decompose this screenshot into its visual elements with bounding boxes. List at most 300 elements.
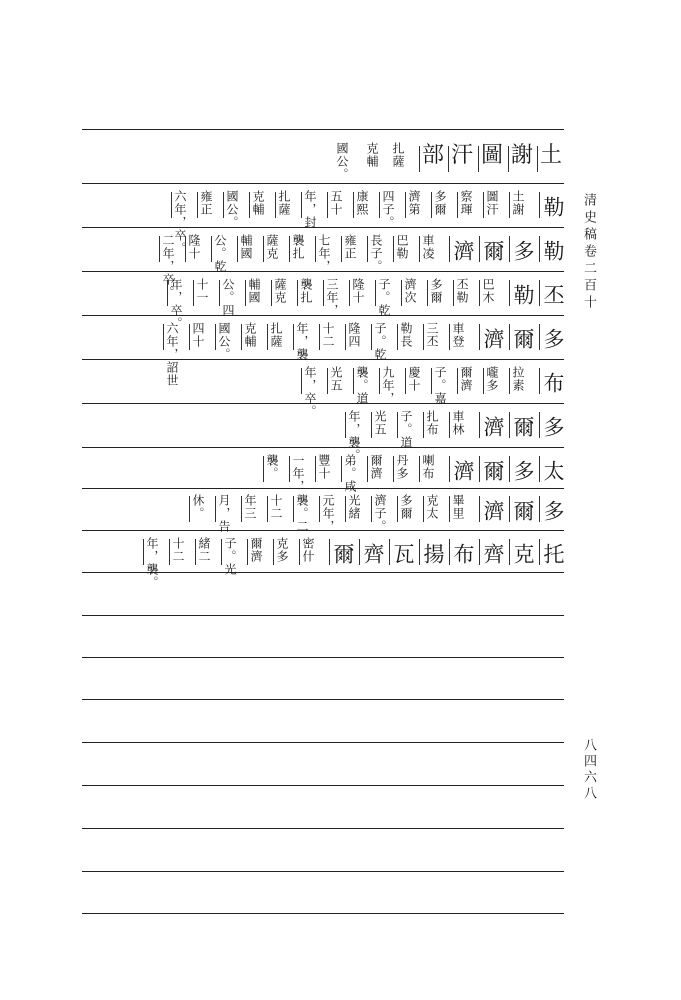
note-col-text: 九年， bbox=[381, 366, 395, 405]
column-bar bbox=[431, 192, 432, 218]
note-col bbox=[278, 190, 290, 216]
name-char bbox=[542, 416, 563, 440]
column-bar bbox=[509, 324, 510, 350]
name-char bbox=[542, 196, 563, 220]
column-bar bbox=[273, 539, 274, 565]
note-col-text: 克輔 bbox=[243, 322, 257, 348]
note-col-text: 十一 bbox=[195, 278, 209, 304]
name-char-text: 濟 bbox=[481, 416, 505, 440]
name-char bbox=[332, 543, 353, 567]
note-col-text: 康熙 bbox=[355, 190, 369, 216]
note-col-text: 七年， bbox=[317, 234, 331, 273]
note-col bbox=[426, 410, 438, 436]
column-bar bbox=[449, 324, 450, 350]
note-col-text: 十二 bbox=[321, 322, 335, 348]
column-bar bbox=[241, 324, 242, 350]
note-col bbox=[304, 366, 316, 418]
header-note bbox=[336, 142, 348, 181]
note-col bbox=[218, 494, 230, 533]
note-col bbox=[276, 537, 288, 563]
note-col bbox=[252, 190, 264, 216]
column-bar bbox=[275, 192, 276, 218]
table-rule bbox=[82, 403, 564, 404]
note-col bbox=[266, 454, 278, 480]
note-col-text: 慶十 bbox=[407, 366, 421, 392]
note-col bbox=[348, 322, 360, 348]
column-bar bbox=[449, 539, 450, 565]
note-col bbox=[382, 366, 394, 405]
column-bar bbox=[479, 324, 480, 350]
name-char-text: 勒 bbox=[511, 284, 535, 308]
name-char bbox=[452, 460, 473, 484]
column-bar bbox=[539, 236, 540, 262]
note-col-text: 光五 bbox=[329, 366, 343, 392]
note-col-text: 年三 bbox=[243, 494, 257, 520]
column-bar bbox=[367, 236, 368, 262]
column-bar bbox=[483, 192, 484, 218]
column-bar bbox=[537, 146, 538, 172]
table-rule bbox=[82, 227, 564, 228]
name-char bbox=[482, 500, 503, 524]
note-col bbox=[304, 190, 316, 229]
column-bar bbox=[301, 368, 302, 394]
note-col bbox=[274, 278, 286, 304]
name-char-text: 爾 bbox=[481, 460, 505, 484]
note-col bbox=[318, 234, 330, 273]
column-bar bbox=[539, 280, 540, 306]
column-bar bbox=[423, 496, 424, 522]
note-col bbox=[370, 234, 382, 273]
note-col-text: 年，封 bbox=[303, 190, 317, 229]
note-col-text: 元年， bbox=[321, 494, 335, 533]
column-bar bbox=[419, 146, 420, 172]
column-bar bbox=[509, 539, 510, 565]
note-col bbox=[482, 278, 494, 304]
note-col bbox=[374, 322, 386, 361]
note-col bbox=[198, 537, 210, 563]
column-bar bbox=[431, 368, 432, 394]
note-col-text: 六年，卒。 bbox=[173, 190, 187, 255]
header-char: 汗 bbox=[451, 143, 474, 168]
note-col bbox=[426, 322, 438, 348]
column-bar bbox=[389, 539, 390, 565]
column-bar bbox=[237, 236, 238, 262]
name-char-text: 太 bbox=[541, 460, 565, 484]
note-col-text: 濟子。 bbox=[373, 494, 387, 533]
note-col bbox=[146, 537, 158, 589]
column-bar bbox=[247, 539, 248, 565]
note-col bbox=[486, 366, 498, 392]
column-bar bbox=[509, 280, 510, 306]
column-bar bbox=[353, 192, 354, 218]
header-note-text: 扎薩 bbox=[391, 142, 405, 168]
column-bar bbox=[479, 280, 480, 306]
name-char bbox=[482, 460, 503, 484]
header-char: 謝 bbox=[511, 143, 534, 168]
column-bar bbox=[375, 280, 376, 306]
table-rule bbox=[82, 913, 564, 914]
name-char bbox=[542, 284, 563, 308]
name-char bbox=[512, 543, 533, 567]
name-char bbox=[512, 500, 533, 524]
column-bar bbox=[263, 236, 264, 262]
column-bar bbox=[479, 539, 480, 565]
column-bar bbox=[263, 456, 264, 482]
note-col bbox=[248, 278, 260, 304]
book-title bbox=[579, 193, 598, 312]
note-col-text: 土謝 bbox=[511, 190, 525, 216]
column-bar bbox=[449, 496, 450, 522]
note-col-text: 扎布 bbox=[425, 410, 439, 436]
column-bar bbox=[221, 539, 222, 565]
note-col bbox=[292, 454, 304, 493]
note-col-text: 丹多 bbox=[395, 454, 409, 480]
note-col-text: 濟次 bbox=[403, 278, 417, 304]
note-col-text: 輔國 bbox=[239, 234, 253, 260]
column-bar bbox=[359, 539, 360, 565]
note-col bbox=[344, 454, 356, 493]
note-col-text: 爾濟 bbox=[459, 366, 473, 392]
name-char bbox=[482, 240, 503, 264]
name-char bbox=[542, 500, 563, 524]
note-col bbox=[218, 322, 230, 361]
name-char-text: 克 bbox=[511, 543, 535, 567]
note-col-text: 六年，詔世 bbox=[165, 322, 179, 387]
name-char bbox=[482, 543, 503, 567]
column-bar bbox=[449, 456, 450, 482]
column-bar bbox=[301, 192, 302, 218]
note-col bbox=[374, 494, 386, 533]
column-bar bbox=[249, 192, 250, 218]
table-rule bbox=[82, 183, 564, 184]
column-bar bbox=[379, 192, 380, 218]
note-col bbox=[396, 234, 408, 260]
column-bar bbox=[457, 368, 458, 394]
note-col bbox=[370, 454, 382, 480]
note-col bbox=[356, 366, 368, 405]
column-bar bbox=[397, 412, 398, 438]
note-col bbox=[460, 190, 472, 216]
column-bar bbox=[539, 192, 540, 218]
note-col-text: 休。 bbox=[191, 494, 205, 520]
column-bar bbox=[508, 146, 509, 172]
column-bar bbox=[189, 324, 190, 350]
column-bar bbox=[167, 280, 168, 306]
name-char bbox=[482, 328, 503, 352]
note-col-text: 光緒 bbox=[347, 494, 361, 520]
name-char bbox=[542, 460, 563, 484]
column-bar bbox=[479, 496, 480, 522]
column-bar bbox=[267, 496, 268, 522]
column-bar bbox=[509, 236, 510, 262]
note-col-text: 克太 bbox=[425, 494, 439, 520]
note-col-text: 爾濟 bbox=[369, 454, 383, 480]
column-bar bbox=[478, 146, 479, 172]
column-bar bbox=[349, 280, 350, 306]
name-char bbox=[512, 460, 533, 484]
note-col-text: 子。光 bbox=[223, 537, 237, 576]
name-char-text: 爾 bbox=[331, 543, 355, 567]
note-col bbox=[240, 234, 252, 260]
note-col bbox=[512, 190, 524, 216]
note-col bbox=[250, 537, 262, 563]
note-col bbox=[374, 410, 386, 436]
note-col bbox=[270, 322, 282, 348]
note-col bbox=[330, 366, 342, 392]
note-col-text: 三丕 bbox=[425, 322, 439, 348]
column-bar bbox=[299, 539, 300, 565]
note-col bbox=[224, 537, 236, 576]
note-col-text: 勒長 bbox=[399, 322, 413, 348]
note-col bbox=[408, 190, 420, 216]
note-col-text: 雍正 bbox=[199, 190, 213, 216]
note-col-text: 多爾 bbox=[433, 190, 447, 216]
name-char-text: 多 bbox=[541, 416, 565, 440]
column-bar bbox=[539, 496, 540, 522]
note-col-text: 年，卒。 bbox=[169, 278, 183, 330]
name-char-text: 齊 bbox=[481, 543, 505, 567]
column-bar bbox=[419, 236, 420, 262]
note-col-text: 隆四 bbox=[347, 322, 361, 348]
name-char-text: 爾 bbox=[481, 240, 505, 264]
note-col bbox=[322, 322, 334, 348]
column-bar bbox=[448, 146, 449, 172]
note-col bbox=[486, 190, 498, 216]
note-col-text: 五十 bbox=[329, 190, 343, 216]
note-col bbox=[270, 494, 282, 520]
note-col bbox=[192, 494, 204, 520]
header-note bbox=[366, 142, 378, 168]
name-char-text: 多 bbox=[541, 328, 565, 352]
note-col-text: 丕勒 bbox=[455, 278, 469, 304]
name-char-text: 爾 bbox=[511, 416, 535, 440]
note-col-text: 十二 bbox=[171, 537, 185, 563]
note-col bbox=[172, 537, 184, 563]
page-number bbox=[579, 738, 598, 802]
name-char-text: 多 bbox=[511, 240, 535, 264]
column-bar bbox=[479, 456, 480, 482]
column-bar bbox=[189, 496, 190, 522]
header-char: 部 bbox=[422, 143, 445, 168]
column-bar bbox=[509, 496, 510, 522]
name-char-text: 多 bbox=[511, 460, 535, 484]
table-rule bbox=[82, 447, 564, 448]
column-bar bbox=[171, 192, 172, 218]
page-number-text: 八四六八 bbox=[581, 738, 596, 802]
column-bar bbox=[315, 456, 316, 482]
name-char-text: 布 bbox=[541, 372, 565, 396]
note-col bbox=[226, 190, 238, 229]
name-char-text: 瓦 bbox=[391, 543, 415, 567]
name-char-text: 爾 bbox=[511, 500, 535, 524]
note-col-text: 察琿 bbox=[459, 190, 473, 216]
note-col-text: 三年， bbox=[325, 278, 339, 317]
column-bar bbox=[319, 496, 320, 522]
column-bar bbox=[371, 496, 372, 522]
column-bar bbox=[345, 496, 346, 522]
name-char bbox=[362, 543, 383, 567]
note-col-text: 年，襲。 bbox=[145, 537, 159, 589]
name-char bbox=[542, 543, 563, 567]
name-char bbox=[512, 240, 533, 264]
column-bar bbox=[539, 456, 540, 482]
note-col bbox=[434, 366, 446, 405]
column-bar bbox=[449, 412, 450, 438]
column-bar bbox=[509, 456, 510, 482]
column-bar bbox=[483, 368, 484, 394]
name-char-text: 丕 bbox=[541, 284, 565, 308]
note-col-text: 畢里 bbox=[451, 494, 465, 520]
name-char bbox=[482, 416, 503, 440]
note-col-text: 多爾 bbox=[399, 494, 413, 520]
note-col-text: 襲扎 bbox=[291, 234, 305, 260]
note-col-text: 國公。 bbox=[225, 190, 239, 229]
column-bar bbox=[423, 324, 424, 350]
note-col-text: 緒二 bbox=[197, 537, 211, 563]
column-bar bbox=[539, 412, 540, 438]
name-char bbox=[452, 240, 473, 264]
note-col bbox=[296, 494, 308, 533]
note-col bbox=[330, 190, 342, 216]
note-col bbox=[300, 278, 312, 304]
column-bar bbox=[479, 412, 480, 438]
note-col-text: 克多 bbox=[275, 537, 289, 563]
note-col-text: 子。乾 bbox=[373, 322, 387, 361]
note-col-text: 扎薩 bbox=[277, 190, 291, 216]
note-col-text: 襲扎 bbox=[299, 278, 313, 304]
note-col bbox=[244, 494, 256, 520]
column-bar bbox=[159, 236, 160, 262]
note-col-text: 公。四 bbox=[221, 278, 235, 317]
column-bar bbox=[419, 456, 420, 482]
note-col bbox=[452, 322, 464, 348]
column-bar bbox=[143, 539, 144, 565]
name-char bbox=[512, 416, 533, 440]
note-col-text: 拉素 bbox=[511, 366, 525, 392]
note-col bbox=[396, 454, 408, 480]
note-col-text: 車登 bbox=[451, 322, 465, 348]
note-col bbox=[400, 322, 412, 348]
column-bar bbox=[185, 236, 186, 262]
column-bar bbox=[195, 539, 196, 565]
name-char bbox=[542, 328, 563, 352]
note-col-text: 扎薩 bbox=[269, 322, 283, 348]
note-col bbox=[166, 322, 178, 387]
column-bar bbox=[315, 236, 316, 262]
column-bar bbox=[427, 280, 428, 306]
note-col bbox=[400, 494, 412, 520]
note-col bbox=[200, 190, 212, 216]
note-col-text: 國公。 bbox=[217, 322, 231, 361]
column-bar bbox=[393, 456, 394, 482]
note-col bbox=[408, 366, 420, 392]
table-rule bbox=[82, 742, 564, 743]
note-col bbox=[400, 410, 412, 449]
column-bar bbox=[453, 280, 454, 306]
column-bar bbox=[393, 236, 394, 262]
column-bar bbox=[323, 280, 324, 306]
column-bar bbox=[405, 192, 406, 218]
name-char bbox=[542, 372, 563, 396]
column-bar bbox=[367, 456, 368, 482]
note-col-text: 年，襲。 bbox=[347, 410, 361, 462]
column-bar bbox=[211, 236, 212, 262]
note-col-text: 爾濟 bbox=[249, 537, 263, 563]
note-col bbox=[326, 278, 338, 317]
name-char-text: 濟 bbox=[451, 460, 475, 484]
note-col bbox=[356, 190, 368, 216]
note-col bbox=[456, 278, 468, 304]
note-col bbox=[322, 494, 334, 533]
header-char: 圖 bbox=[481, 143, 504, 168]
name-char bbox=[392, 543, 413, 567]
column-bar bbox=[345, 412, 346, 438]
column-bar bbox=[293, 324, 294, 350]
table-rule bbox=[82, 359, 564, 360]
note-col bbox=[292, 234, 304, 260]
column-bar bbox=[241, 496, 242, 522]
table-rule bbox=[82, 828, 564, 829]
book-title-text: 清史稿卷二百十 bbox=[581, 193, 596, 312]
column-bar bbox=[267, 324, 268, 350]
note-col-text: 長子。 bbox=[369, 234, 383, 273]
table-rule bbox=[82, 129, 564, 130]
note-col-text: 巴勒 bbox=[395, 234, 409, 260]
note-col-text: 月，告 bbox=[217, 494, 231, 533]
note-col-text: 隆十 bbox=[351, 278, 365, 304]
name-char bbox=[512, 328, 533, 352]
note-col bbox=[434, 190, 446, 216]
note-col-text: 喇布 bbox=[421, 454, 435, 480]
note-col-text: 薩克 bbox=[265, 234, 279, 260]
name-char bbox=[512, 284, 533, 308]
column-bar bbox=[539, 324, 540, 350]
note-col-text: 年，卒。 bbox=[303, 366, 317, 418]
note-col-text: 四十 bbox=[191, 322, 205, 348]
note-col bbox=[512, 366, 524, 392]
note-col bbox=[214, 234, 226, 273]
note-col-text: 圖汗 bbox=[485, 190, 499, 216]
column-bar bbox=[509, 412, 510, 438]
note-col bbox=[422, 234, 434, 260]
name-char-text: 多 bbox=[541, 500, 565, 524]
column-bar bbox=[193, 280, 194, 306]
column-bar bbox=[539, 539, 540, 565]
table-rule bbox=[82, 699, 564, 700]
note-col bbox=[382, 190, 394, 229]
note-col bbox=[344, 234, 356, 260]
table-rule bbox=[82, 871, 564, 872]
note-col bbox=[404, 278, 416, 304]
table-rule bbox=[82, 315, 564, 316]
name-char-text: 齊 bbox=[361, 543, 385, 567]
column-bar bbox=[341, 456, 342, 482]
column-bar bbox=[293, 496, 294, 522]
note-col bbox=[266, 234, 278, 260]
column-bar bbox=[223, 192, 224, 218]
column-bar bbox=[319, 324, 320, 350]
name-char-text: 布 bbox=[451, 543, 475, 567]
header-note-text: 克輔 bbox=[365, 142, 379, 168]
column-bar bbox=[457, 192, 458, 218]
note-col-text: 多爾 bbox=[429, 278, 443, 304]
column-bar bbox=[197, 192, 198, 218]
note-col bbox=[460, 366, 472, 392]
column-bar bbox=[169, 539, 170, 565]
name-char bbox=[422, 543, 443, 567]
column-bar bbox=[479, 236, 480, 262]
header-char: 土 bbox=[540, 143, 563, 168]
